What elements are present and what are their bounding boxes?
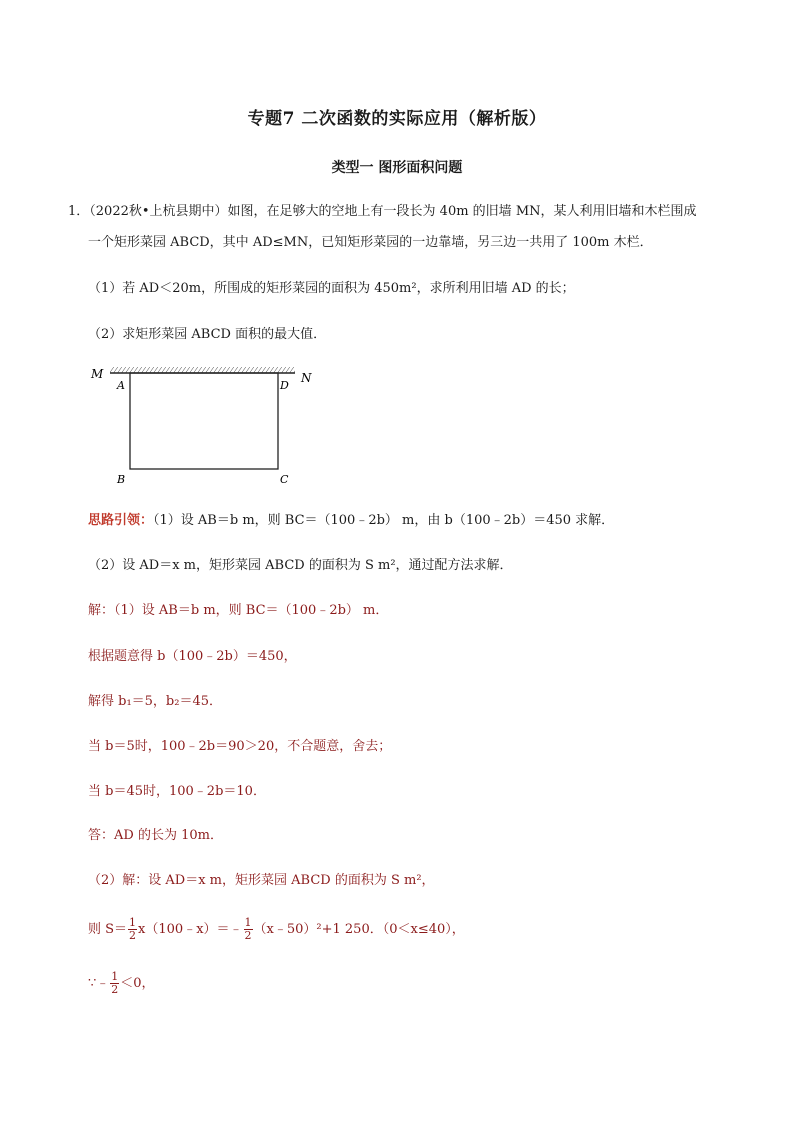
frac-den-3: 2 xyxy=(111,983,119,996)
section-subtitle: 类型一 图形面积问题 xyxy=(331,160,463,176)
solution-line-2: 根据题意得 b（100﹣2b）＝450， xyxy=(88,649,297,664)
solution-line-4: 当 b＝5时，100﹣2b＝90＞20，不合题意，舍去； xyxy=(88,739,392,754)
hint-label: 思路引领： xyxy=(88,513,154,528)
solution-line-3: 解得 b₁＝5，b₂＝45． xyxy=(88,694,223,709)
solution-line-1 xyxy=(88,602,388,620)
label-n: N xyxy=(301,371,312,385)
frac-num-2: 1 xyxy=(244,916,252,929)
fraction-half-3 xyxy=(110,971,119,996)
solution-line-6: 答：AD 的长为 10m． xyxy=(88,828,223,843)
frac-den-2: 2 xyxy=(244,929,252,942)
problem-text-1: 如图，在足够大的空地上有一段长为 40m 的旧墙 MN，某人利用旧墙和木栏围成 xyxy=(227,204,697,219)
s-eq-mid: x（100﹣x）＝﹣ xyxy=(138,922,243,937)
problem-source: （2022秋•上杭县期中） xyxy=(89,204,228,219)
frac-den-1: 2 xyxy=(129,929,137,942)
s-eq-suffix: （x﹣50）²+1 250．（0＜x≤40）， xyxy=(253,922,465,937)
garden-rectangle xyxy=(130,373,278,469)
hint-text-1: （1）设 AB＝b m，则 BC＝（100﹣2b） m，由 b（100﹣2b）＝450 求解． xyxy=(153,513,615,528)
s-eq-prefix: 则 S＝ xyxy=(88,922,128,937)
label-c: C xyxy=(280,473,289,486)
solution-line-9 xyxy=(88,970,155,998)
label-d: D xyxy=(280,379,289,392)
solution-text-1: （1）设 AB＝b m，则 BC＝（100﹣2b） m． xyxy=(114,603,389,618)
rectangle-diagram xyxy=(85,362,325,487)
question-1: （1）若 AD＜20m，所围成的矩形菜园的面积为 450m²，求所利用旧墙 AD 的长； xyxy=(88,281,575,296)
solution-line-8 xyxy=(88,916,465,944)
label-b: B xyxy=(117,473,126,486)
problem-line-2: 一个矩形菜园 ABCD，其中 AD≤MN，已知矩形菜园的一边靠墙，另三边一共用了 100m 木栏． xyxy=(88,235,653,250)
label-m: M xyxy=(91,367,104,381)
solution-line-5: 当 b＝45时，100﹣2b＝10． xyxy=(88,784,266,799)
since-suffix: ＜0， xyxy=(120,976,155,991)
question-2: （2）求矩形菜园 ABCD 面积的最大值． xyxy=(88,327,327,342)
frac-num-3: 1 xyxy=(111,970,119,983)
hint-line-1 xyxy=(88,512,614,530)
wall-hatch xyxy=(110,367,295,373)
frac-num-1: 1 xyxy=(129,916,137,929)
since-prefix: ∵﹣ xyxy=(88,976,110,991)
solution-label: 解： xyxy=(88,603,115,618)
solution-line-7: （2）解：设 AD＝x m，矩形菜园 ABCD 的面积为 S m²， xyxy=(88,873,435,888)
problem-line-1 xyxy=(68,203,697,221)
label-a: A xyxy=(117,379,125,392)
fraction-half-1 xyxy=(128,917,137,942)
page-title: 专题7 二次函数的实际应用（解析版） xyxy=(247,109,547,129)
hint-line-2: （2）设 AD＝x m，矩形菜园 ABCD 的面积为 S m²，通过配方法求解． xyxy=(88,558,513,573)
fraction-half-2 xyxy=(244,917,253,942)
problem-number: 1． xyxy=(68,204,90,219)
